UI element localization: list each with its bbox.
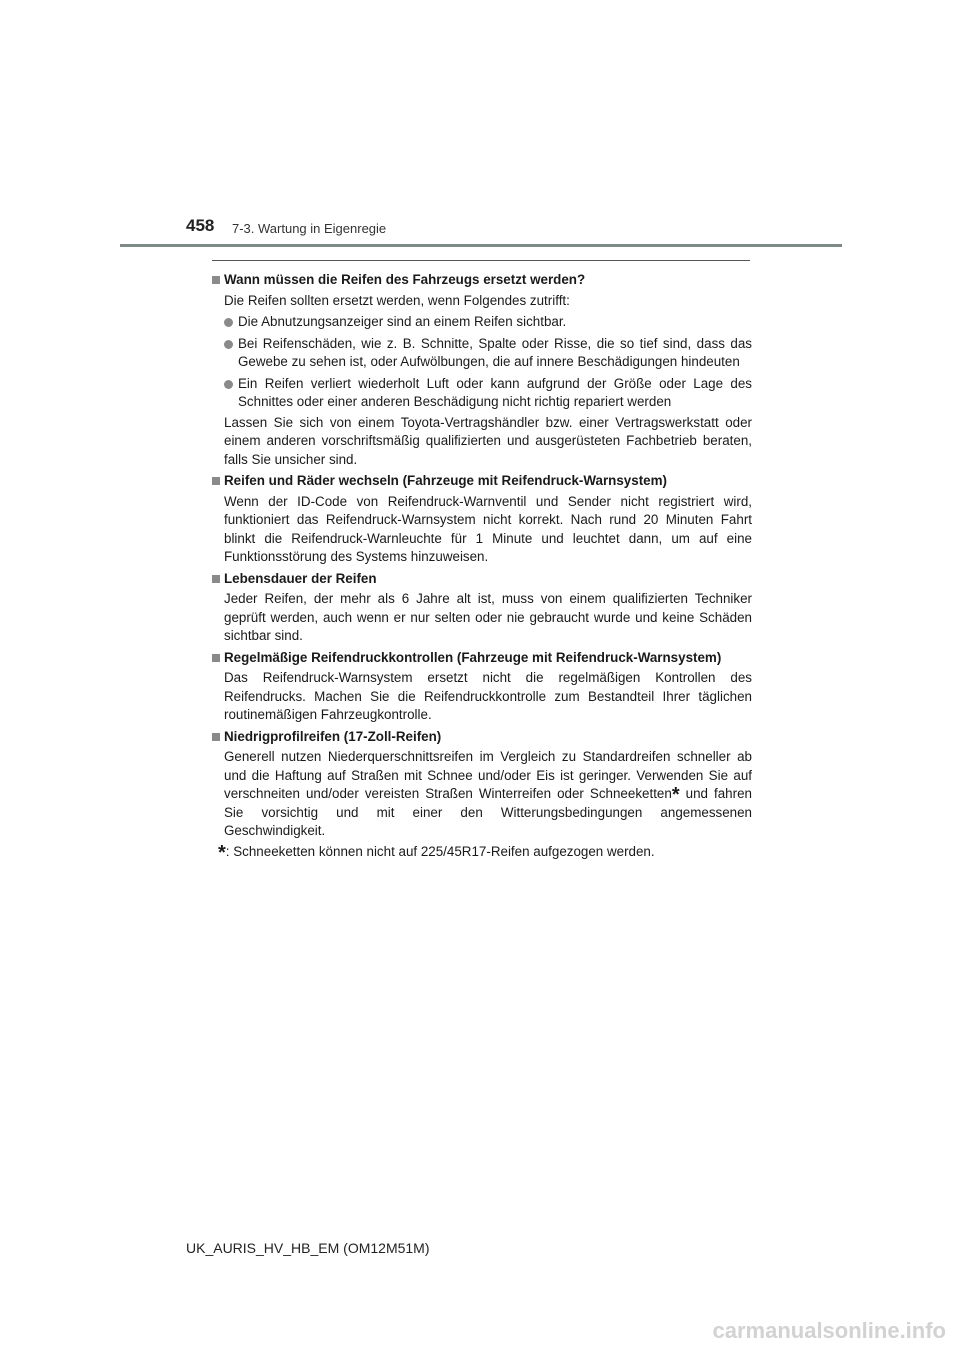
square-bullet-icon [212, 733, 220, 741]
page-number: 458 [186, 216, 215, 235]
footnote-marker: * [218, 841, 226, 864]
footnote-marker: * [671, 784, 680, 806]
document-code: UK_AURIS_HV_HB_EM (OM12M51M) [186, 1240, 430, 1256]
round-bullet-icon [224, 380, 233, 389]
square-bullet-icon [212, 654, 220, 662]
list-item: Die Abnutzungsanzeiger sind an einem Reifen sichtbar. [212, 313, 752, 332]
section-body: Das Reifendruck-Warnsystem ersetzt nicht die regelmäßigen Kontrollen des Reifendrucks. Machen Sie die Reifendruckkontrolle zum Bestandteil Ihrer täglichen routinemäßigen Fahrzeugkontrolle. [224, 670, 752, 722]
content-rule [212, 260, 750, 261]
list-item: Ein Reifen verliert wiederholt Luft oder kann aufgrund der Größe oder Lage des Schnittes oder einer anderen Beschädigung nicht richtig repariert werden [212, 375, 752, 412]
footnote: *: Schneeketten können nicht auf 225/45R17-Reifen aufgezogen werden. [218, 841, 655, 864]
header-rule [120, 244, 842, 247]
section-body: Jeder Reifen, der mehr als 6 Jahre alt ist, muss von einem qualifizierten Techniker geprüft werden, auch wenn er nur selten oder nie gebraucht wurde und keine Schäden sichtbar sind. [224, 591, 752, 643]
section-title: 7-3. Wartung in Eigenregie [232, 221, 387, 236]
section-outro: Lassen Sie sich von einem Toyota-Vertragshändler bzw. einer Vertragswerkstatt oder einem anderen vorschriftsmäßig qualifizierten und ausgerüsteten Fachbetrieb beraten, falls Sie unsicher sind. [224, 414, 752, 467]
section-body: Wenn der ID-Code von Reifendruck-Warnventil und Sender nicht registriert wird, funktioniert das Reifendruck-Warnsystem nicht korrekt. Nach rund 20 Minuten Fahrt blinkt die Reifendruck-Warnleuchte für 1 Minute und leuchtet dann, um auf eine Funktionsstörung des Systems hinzuweisen. [224, 493, 752, 564]
section-heading: Wann müssen die Reifen des Fahrzeugs ersetzt werden? [212, 271, 752, 290]
section-heading: Regelmäßige Reifendruckkontrollen (Fahrzeuge mit Reifendruck-Warnsystem) [212, 649, 752, 668]
square-bullet-icon [212, 477, 220, 485]
section-body: Generell nutzen Niederquerschnittsreifen im Vergleich zu Standardreifen schneller ab und die Haftung auf Straßen mit Schnee und/oder Eis ist geringer. Verwenden Sie auf verschneiten und/oder vereisten Straßen Winterreifen oder Schneeketten* und fahren Sie vorsichtig und mit einer den Witterungsbedingungen angemessenen Geschwindigkeit. [224, 749, 752, 838]
page-content [212, 267, 752, 864]
round-bullet-icon [224, 340, 233, 349]
section-heading: Niedrigprofilreifen (17-Zoll-Reifen) [212, 728, 752, 747]
square-bullet-icon [212, 276, 220, 284]
watermark: carmanualsonline.info [712, 1318, 946, 1343]
section-intro: Die Reifen sollten ersetzt werden, wenn Folgendes zutrifft: [224, 292, 570, 308]
square-bullet-icon [212, 575, 220, 583]
list-item: Bei Reifenschäden, wie z. B. Schnitte, Spalte oder Risse, die so tief sind, dass das Gewebe zu sehen ist, oder Aufwölbungen, die auf innere Beschädigungen hindeuten [212, 335, 752, 372]
round-bullet-icon [224, 318, 233, 327]
section-heading: Reifen und Räder wechseln (Fahrzeuge mit Reifendruck-Warnsystem) [212, 472, 752, 491]
section-heading: Lebensdauer der Reifen [212, 570, 752, 589]
